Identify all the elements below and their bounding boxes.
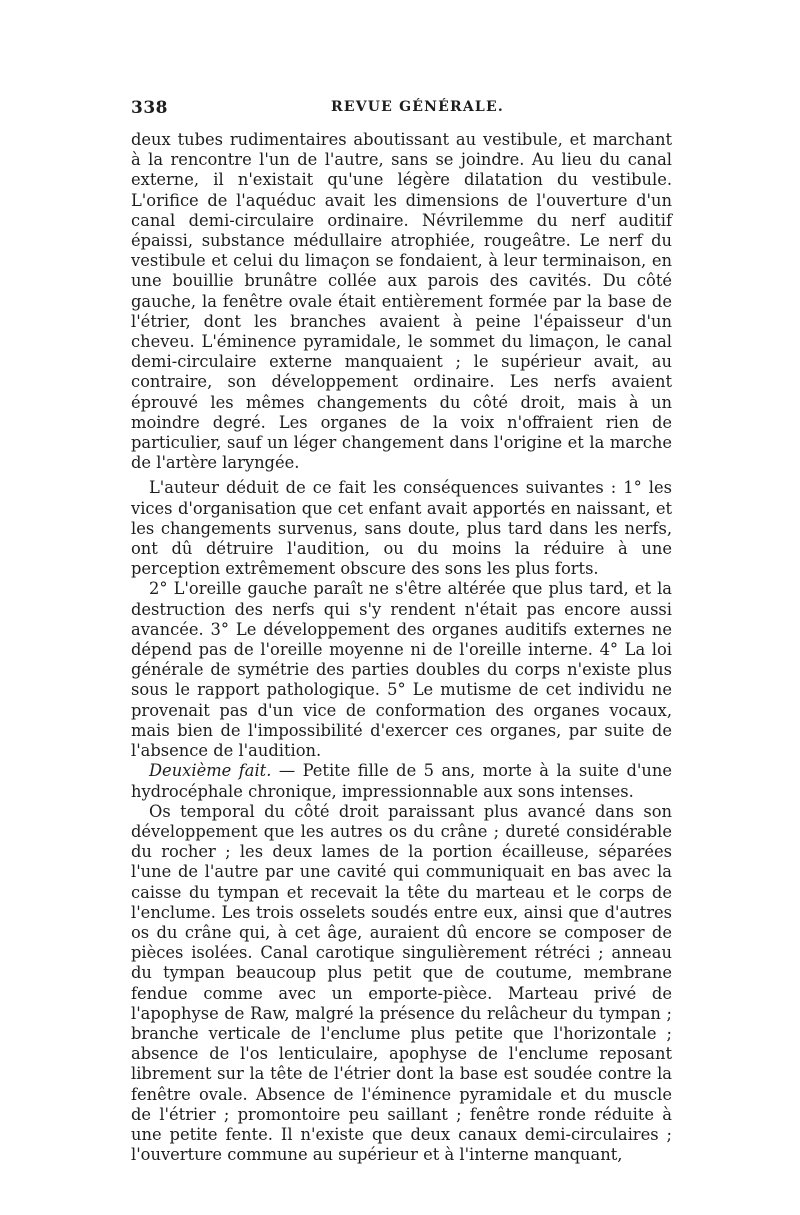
paragraph-continued: deux tubes rudimentaires aboutissant au vestibule, et marchant à la rencontre l'un de l'autre, sans se joindre. Au lieu du canal externe, il n'existait qu'une légère dilatation du vestibule. L'orifice de l'aquéduc avait les dimensions de l'ouverture d'un canal demi-circulaire ordinaire. Névrilemme du nerf auditif épaissi, substance médullaire atrophiée, rougeâtre. Le nerf du vestibule et celui du limaçon se fondaient, à leur terminaison, en une bouillie brunâtre collée aux parois des cavités. Du côté gauche, la fenêtre ovale était entièrement formée par la base de l'étrier, dont les branches avaient à peine l'épaisseur d'un cheveu. L'éminence pyramidale, le sommet du limaçon, le canal demi-circulaire externe manquaient ; le supérieur avait, au contraire, son développement ordinaire. Les nerfs avaient éprouvé les mêmes changements du côté droit, mais à un moindre degré. Les organes de la voix n'offraient rien de particulier, sauf un léger changement dans l'origine et la marche de l'artère laryngée.	[131, 130, 672, 473]
paragraph-second-case-findings: Os temporal du côté droit paraissant plus avancé dans son développement que les autres os du crâne ; dureté considérable du rocher ; les deux lames de la portion écailleuse, séparées l'une de l'autre par une cavité qui communiquait en bas avec la caisse du tympan et recevait la tête du marteau et le corps de l'enclume. Les trois osselets soudés entre eux, ainsi que d'autres os du crâne qui, à cet âge, auraient dû encore se composer de pièces isolées. Canal carotique singulièrement rétréci ; anneau du tympan beaucoup plus petit que de coutume, membrane fendue comme avec un emporte-pièce. Marteau privé de l'apophyse de Raw, malgré la présence du relâcheur du tympan ; branche verticale de l'enclume plus petite que l'horizontale ; absence de l'os lenticulaire, apophyse de l'enclume reposant librement sur la tête de l'étrier dont la base est soudée contre la fenêtre ovale. Absence de l'éminence pyramidale et du muscle de l'étrier ; promontoire peu saillant ; fenêtre ronde réduite à une petite fente. Il n'existe que deux canaux demi-circulaires ; l'ouverture commune au supérieur et à l'interne manquant,	[131, 801, 672, 1165]
page-body	[131, 130, 672, 1165]
second-case-intro: — Petite fille de 5 ans, morte à la suite d'une hydrocéphale chronique, impressionnable aux sons intenses.	[131, 761, 672, 801]
second-case-label: Deuxième fait.	[149, 761, 272, 781]
paragraph-second-case	[131, 761, 672, 801]
page-number: 338	[131, 98, 168, 118]
running-head: REVUE GÉNÉRALE.	[331, 99, 504, 115]
paragraph-consequences: L'auteur déduit de ce fait les conséquences suivantes : 1° les vices d'organisation que cet enfant avait apportés en naissant, et les changements survenus, sans doute, plus tard dans les nerfs, ont dû détruire l'audition, ou du moins la réduire à une perception extrêmement obscure des sons les plus forts.	[131, 478, 672, 579]
paragraph-conclusions: 2° L'oreille gauche paraît ne s'être altérée que plus tard, et la destruction des nerfs qui s'y rendent n'était pas encore aussi avancée. 3° Le développement des organes auditifs externes ne dépend pas de l'oreille moyenne ni de l'oreille interne. 4° La loi générale de symétrie des parties doubles du corps n'existe plus sous le rapport pathologique. 5° Le mutisme de cet individu ne provenait pas d'un vice de conformation des organes vocaux, mais bien de l'impossibilité d'exercer ces organes, par suite de l'absence de l'audition.	[131, 579, 672, 761]
